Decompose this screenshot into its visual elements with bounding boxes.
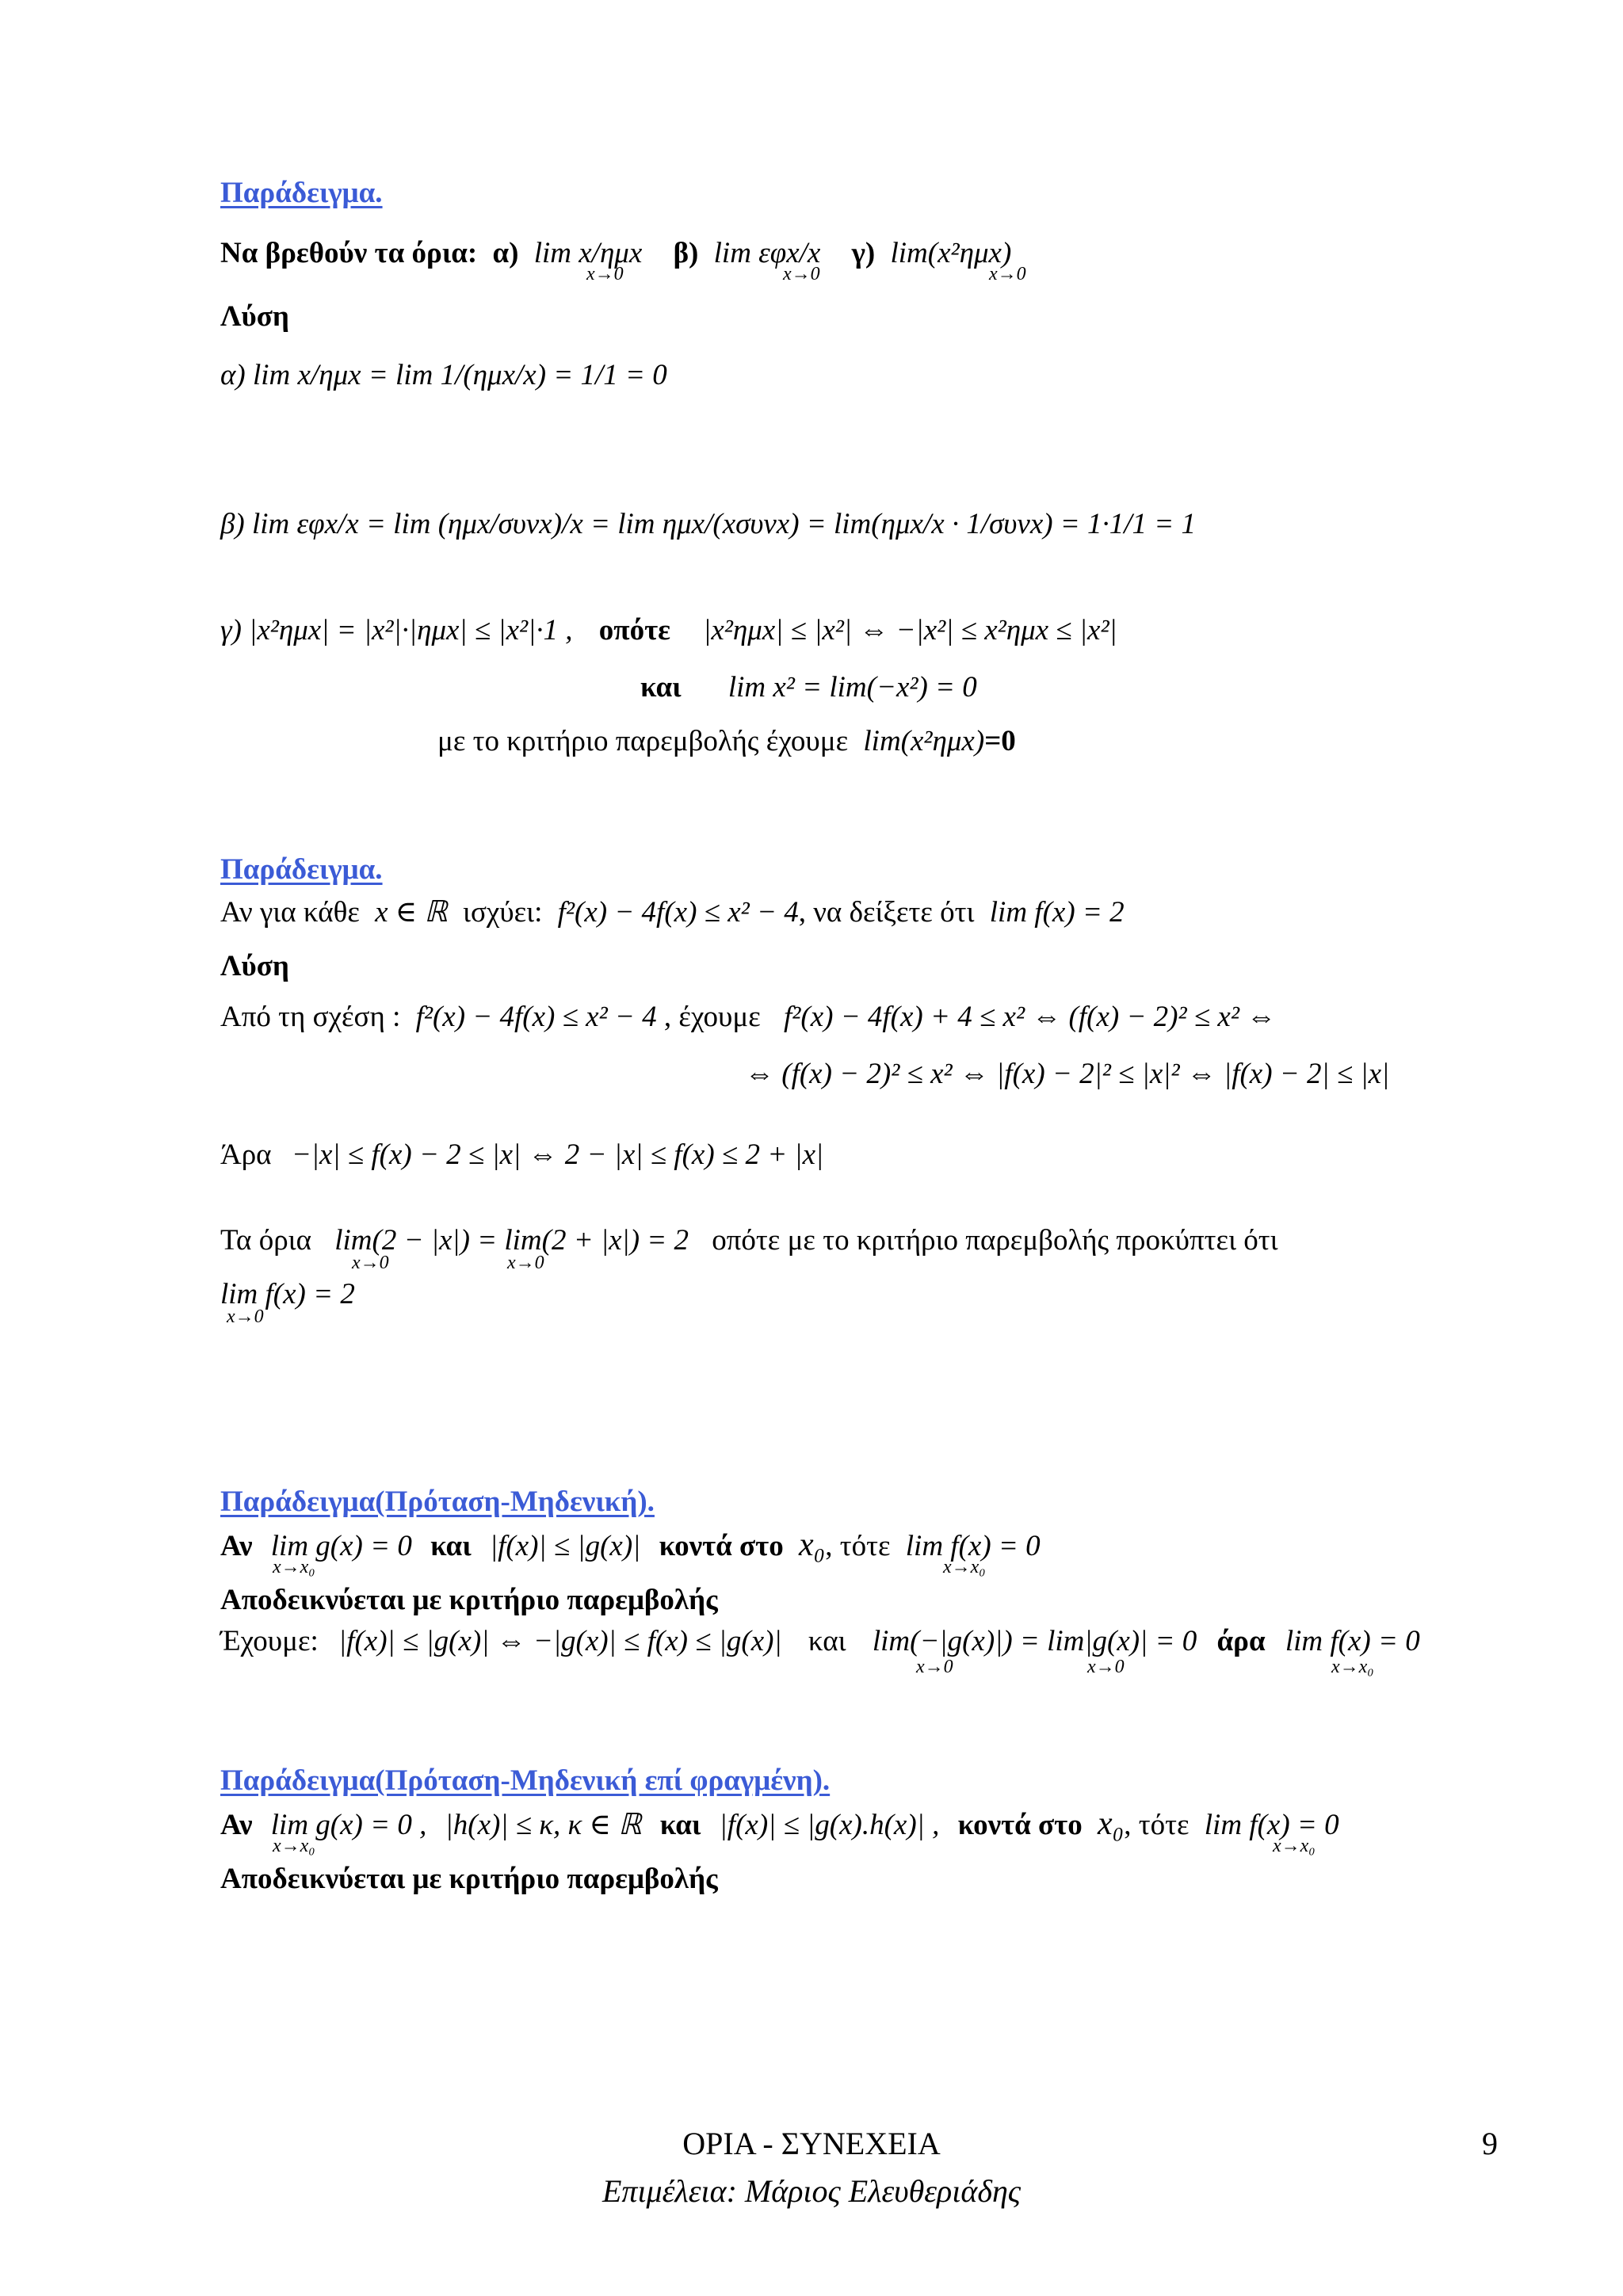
- statement-text-b: ισχύει:: [462, 896, 543, 929]
- limit-subscript: x→0: [1087, 1657, 1125, 1677]
- konta-sto: κοντά στο: [659, 1530, 784, 1562]
- proof-math-3: lim f(x) = 0: [1285, 1625, 1420, 1657]
- solution-c-limits: lim x² = lim(−x²) = 0: [727, 671, 977, 704]
- squeeze-limit: lim(x²ημx): [863, 725, 985, 757]
- proof-math-1: |f(x)| ≤ |g(x)| ⇔ −|g(x)| ≤ f(x) ≤ |g(x)|: [338, 1625, 782, 1657]
- solution-c-part-2: |x²ημx| ≤ |x²| ⇔ −|x²| ≤ x²ημx ≤ |x²|: [703, 614, 1117, 646]
- solution-c-line-1: [220, 613, 1117, 648]
- limit-subscript: x→0: [352, 1253, 389, 1273]
- limit-subscript: x→0: [507, 1253, 544, 1273]
- step-4-math: lim(2 − |x|) = lim(2 + |x|) = 2: [334, 1224, 689, 1257]
- limit-c: lim(x²ημx): [890, 237, 1012, 269]
- step-1-math-2: f²(x) − 4f(x) + 4 ≤ x² ⇔ (f(x) − 2)² ≤ x² ⇔: [784, 1001, 1277, 1033]
- label-c: γ): [851, 237, 876, 269]
- limit-subscript: x→0: [783, 264, 820, 284]
- example-4-statement: [220, 1806, 1339, 1843]
- statement-math-2: |h(x)| ≤ κ, κ ∈ ℝ: [445, 1809, 642, 1841]
- limit-subscript: x→x₀: [943, 1557, 986, 1577]
- example-2-step-1: [220, 1000, 1276, 1035]
- statement-math-1: x ∈ ℝ: [375, 896, 448, 929]
- opote-word: οπότε: [598, 614, 670, 646]
- kai-word: και: [640, 671, 682, 704]
- proof-ara: άρα: [1216, 1625, 1266, 1657]
- step-1-math: f²(x) − 4f(x) ≤ x² − 4: [415, 1001, 657, 1033]
- statement-prefix: Να βρεθούν τα όρια:: [220, 237, 478, 269]
- limit-subscript: x→0: [227, 1306, 264, 1327]
- proof-title: Αποδεικνύεται με κριτήριο παρεμβολής: [220, 1584, 718, 1616]
- x0-symbol: x₀: [1098, 1806, 1125, 1842]
- example-2-heading: Παράδειγμα.: [220, 853, 383, 886]
- proof-text: Έχουμε:: [220, 1625, 319, 1657]
- statement-math-2: f²(x) − 4f(x) ≤ x² − 4: [557, 896, 799, 929]
- label-a: α): [492, 237, 519, 269]
- solution-c-part-1: γ) |x²ημx| = |x²|·|ημx| ≤ |x²|·1 ,: [220, 614, 573, 646]
- statement-text-a: Αν για κάθε: [220, 896, 360, 929]
- example-1-heading: Παράδειγμα.: [220, 177, 383, 209]
- an-word: Αν: [220, 1809, 253, 1841]
- proof-kai: και: [808, 1625, 846, 1657]
- x0-symbol: x₀: [799, 1527, 826, 1563]
- limit-subscript: x→x₀: [273, 1836, 315, 1856]
- statement-text-c: , να δείξετε ότι: [798, 896, 975, 929]
- solution-c-line-3: [437, 724, 1016, 759]
- statement-math-3: |f(x)| ≤ |g(x).h(x)| ,: [719, 1809, 940, 1841]
- squeeze-text: με το κριτήριο παρεμβολής έχουμε: [437, 725, 849, 757]
- step-4-text: Τα όρια: [220, 1224, 311, 1257]
- solution-c-line-2: [640, 670, 977, 705]
- label-b: β): [673, 237, 699, 269]
- statement-math-3: lim f(x) = 0: [905, 1530, 1041, 1562]
- example-2-step-2: ⇔ (f(x) − 2)² ≤ x² ⇔ |f(x) − 2|² ≤ |x|² ⇔ |f(x) − 2| ≤ |x|: [745, 1058, 1390, 1090]
- footer-subtitle: Επιμέλεια: Μάριος Ελευθεριάδης: [601, 2173, 1022, 2209]
- statement-math-1: lim g(x) = 0: [270, 1530, 412, 1562]
- step-4-text-2: οπότε με το κριτήριο παρεμβολής προκύπτει ότι: [712, 1224, 1278, 1257]
- limit-subscript: x→0: [989, 264, 1026, 284]
- step-3-text: Άρα: [220, 1138, 272, 1171]
- example-2-statement: [220, 895, 1125, 930]
- footer-title: ΟΡΙΑ - ΣΥΝΕΧΕΙΑ: [682, 2126, 941, 2161]
- solution-title: Λύση: [220, 300, 289, 333]
- tote-word: , τότε: [1124, 1809, 1190, 1841]
- limit-subscript: x→0: [916, 1657, 953, 1677]
- example-4-heading: Παράδειγμα(Πρόταση-Μηδενική επί φραγμένη).: [220, 1764, 831, 1797]
- example-3-heading: Παράδειγμα(Πρόταση-Μηδενική).: [220, 1486, 655, 1518]
- example-2-conclusion: lim f(x) = 2: [220, 1278, 355, 1310]
- limit-a: lim x/ημx: [533, 237, 643, 269]
- an-word: Αν: [220, 1530, 253, 1562]
- example-3-proof: [220, 1624, 1420, 1659]
- proof-title: Αποδεικνύεται με κριτήριο παρεμβολής: [220, 1863, 718, 1895]
- step-1-text: Από τη σχέση :: [220, 1001, 401, 1033]
- kai-word: και: [659, 1809, 701, 1841]
- limit-subscript: x→x₀: [1273, 1836, 1316, 1856]
- step-3-math: −|x| ≤ f(x) − 2 ≤ |x| ⇔ 2 − |x| ≤ f(x) ≤ 2 + |x|: [291, 1138, 824, 1171]
- kai-word: και: [430, 1530, 472, 1562]
- solution-title: Λύση: [220, 950, 289, 982]
- example-2-step-3: [220, 1138, 823, 1173]
- step-1-text-2: , έχουμε: [663, 1001, 761, 1033]
- page-number: 9: [1482, 2126, 1498, 2161]
- statement-math-4: lim f(x) = 0: [1204, 1809, 1339, 1841]
- solution-b: β) lim εφx/x = lim (ημx/συνx)/x = lim ημx/(xσυνx) = lim(ημx/x · 1/συνx) = 1·1/1 = 1: [220, 508, 1197, 540]
- statement-math-1: lim g(x) = 0 ,: [270, 1809, 427, 1841]
- statement-math-2: |f(x)| ≤ |g(x)|: [489, 1530, 641, 1562]
- proof-math-2: lim(−|g(x)|) = lim|g(x)| = 0: [872, 1625, 1197, 1657]
- limit-subscript: x→x₀: [1331, 1657, 1374, 1677]
- statement-math-3: lim f(x) = 2: [989, 896, 1125, 929]
- konta-sto: κοντά στο: [957, 1809, 1083, 1841]
- example-3-statement: [220, 1527, 1041, 1564]
- solution-a: α) lim x/ημx = lim 1/(ημx/x) = 1/1 = 0: [220, 359, 667, 391]
- tote-word: , τότε: [825, 1530, 891, 1562]
- limit-subscript: x→0: [586, 264, 624, 284]
- squeeze-result: =0: [984, 725, 1016, 757]
- limit-b: lim εφx/x: [713, 237, 821, 269]
- limit-subscript: x→x₀: [273, 1557, 315, 1577]
